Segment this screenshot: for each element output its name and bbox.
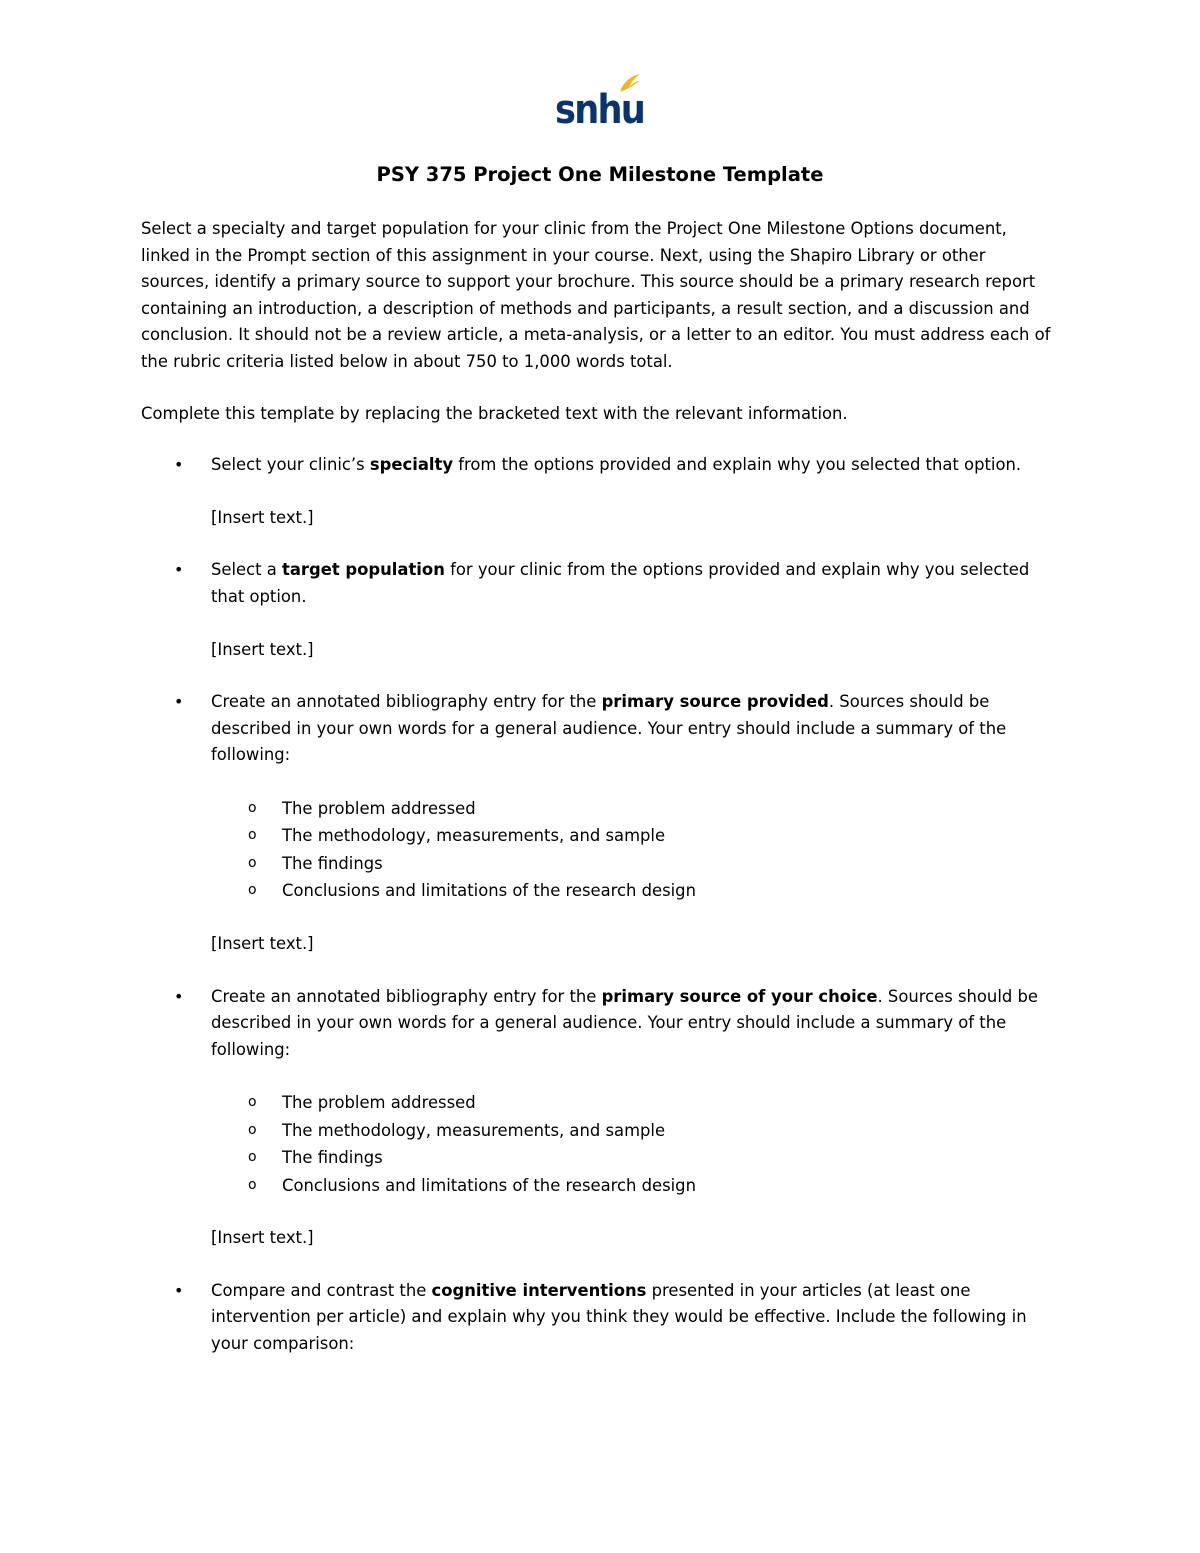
insert-text-placeholder[interactable]: [Insert text.] <box>211 933 314 953</box>
rubric-item-text: Create an annotated bibliography entry for the primary source of your choice. Sources should be described in your own words for a general audience. Your entry should include a summary of the following: <box>211 986 1038 1059</box>
rubric-item-cognitive-interventions <box>141 1278 1056 1358</box>
summary-sublist <box>211 795 1056 905</box>
snhu-logo <box>555 72 645 134</box>
bullet-icon: • <box>174 455 184 475</box>
bullet-icon: • <box>174 692 184 712</box>
bullet-icon: • <box>174 560 184 580</box>
sub-item: o The methodology, measurements, and sample <box>211 1117 1056 1145</box>
rubric-list <box>141 452 1056 1358</box>
sub-bullet-icon: o <box>248 882 257 899</box>
logo-wordmark: snhu <box>555 87 645 133</box>
rubric-item-primary-source-choice <box>141 984 1056 1252</box>
rubric-item-text: Select a target population for your clinic from the options provided and explain why you selected that option. <box>211 560 1030 606</box>
sub-item: o The findings <box>211 1144 1056 1172</box>
document-title: PSY 375 Project One Milestone Template <box>376 163 824 186</box>
sub-item: o The problem addressed <box>211 795 1056 823</box>
sub-bullet-icon: o <box>248 1121 257 1138</box>
sub-item: o Conclusions and limitations of the research design <box>211 877 1056 905</box>
sub-item: o The problem addressed <box>211 1089 1056 1117</box>
sub-bullet-icon: o <box>248 799 257 816</box>
bullet-icon: • <box>174 986 184 1006</box>
instructions-paragraph: Complete this template by replacing the bracketed text with the relevant information. <box>141 403 848 423</box>
rubric-item-text: Create an annotated bibliography entry for the primary source provided. Sources should be described in your own words for a general audience. Your entry should include a summary of the following: <box>211 692 1007 765</box>
sub-bullet-icon: o <box>248 854 257 871</box>
sub-bullet-icon: o <box>248 1176 257 1193</box>
sub-item: o The findings <box>211 850 1056 878</box>
sub-bullet-icon: o <box>248 827 257 844</box>
intro-paragraph: Select a specialty and target population for your clinic from the Project One Milestone Options document, linked in the Prompt section of this assignment in your course. Next, using the Shapiro Library or other sources, identify a primary source to support your brochure. This source should be a primary research report containing an introduction, a description of methods and participants, a result section, and a discussion and conclusion. It should not be a review article, a meta-analysis, or a letter to an editor. You must address each of the rubric criteria listed below in about 750 to 1,000 words total. <box>141 219 1051 371</box>
rubric-item-primary-source-provided <box>141 689 1056 957</box>
sub-bullet-icon: o <box>248 1149 257 1166</box>
sub-item: o The methodology, measurements, and sample <box>211 822 1056 850</box>
summary-sublist <box>211 1089 1056 1199</box>
sub-bullet-icon: o <box>248 1094 257 1111</box>
bullet-icon: • <box>174 1280 184 1300</box>
document-body <box>141 216 1056 1384</box>
sub-item: o Conclusions and limitations of the research design <box>211 1172 1056 1200</box>
rubric-item-specialty <box>141 452 1056 531</box>
insert-text-placeholder[interactable]: [Insert text.] <box>211 1228 314 1248</box>
insert-text-placeholder[interactable]: [Insert text.] <box>211 639 314 659</box>
rubric-item-target-population <box>141 557 1056 663</box>
rubric-item-text: Select your clinic’s specialty from the options provided and explain why you selected that option. <box>211 455 1022 475</box>
insert-text-placeholder[interactable]: [Insert text.] <box>211 507 314 527</box>
rubric-item-text: Compare and contrast the cognitive interventions presented in your articles (at least one intervention per article) and explain why you think they would be effective. Include the following in your comparison: <box>211 1280 1027 1354</box>
